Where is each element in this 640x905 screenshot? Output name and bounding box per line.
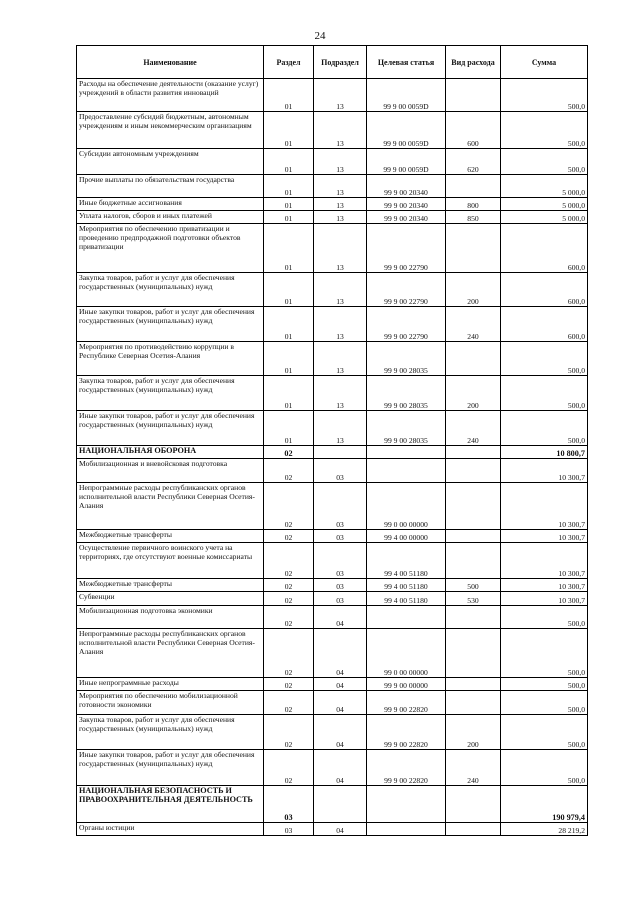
cell-expense-type: [446, 79, 501, 112]
cell-podrazdel: 13: [314, 376, 367, 411]
cell-expense-type: [446, 691, 501, 715]
cell-expense-type: [446, 629, 501, 678]
cell-name: Мобилизационная и вневойсковая подготовка: [77, 459, 264, 483]
cell-podrazdel: 04: [314, 715, 367, 750]
header-name: Наименование: [77, 46, 264, 79]
cell-razdel: 02: [264, 592, 314, 606]
header-target-article: Целевая статья: [367, 46, 446, 79]
cell-expense-type: 530: [446, 592, 501, 606]
table-row: [77, 307, 588, 342]
cell-razdel: 02: [264, 579, 314, 592]
table-row: [77, 149, 588, 175]
cell-razdel: 02: [264, 678, 314, 691]
cell-razdel: 01: [264, 149, 314, 175]
table-row: [77, 606, 588, 629]
cell-target-article: 99 9 00 22790: [367, 273, 446, 307]
cell-name: Закупка товаров, работ и услуг для обеспечения государственных (муниципальных) нужд: [77, 273, 264, 307]
cell-sum: 600,0: [501, 273, 588, 307]
cell-expense-type: 800: [446, 198, 501, 211]
cell-target-article: 99 4 00 51180: [367, 592, 446, 606]
cell-target-article: 99 9 00 20340: [367, 198, 446, 211]
cell-target-article: 99 9 00 28035: [367, 342, 446, 376]
cell-target-article: [367, 446, 446, 459]
cell-razdel: 02: [264, 750, 314, 786]
cell-expense-type: 240: [446, 307, 501, 342]
cell-target-article: 99 0 00 00000: [367, 483, 446, 530]
cell-name: НАЦИОНАЛЬНАЯ БЕЗОПАСНОСТЬ И ПРАВООХРАНИТЕЛЬНАЯ ДЕЯТЕЛЬНОСТЬ: [77, 786, 264, 823]
cell-sum: 500,0: [501, 411, 588, 446]
table-row: [77, 198, 588, 211]
cell-sum: 190 979,4: [501, 786, 588, 823]
header-sum: Сумма: [501, 46, 588, 79]
cell-expense-type: [446, 786, 501, 823]
cell-sum: 500,0: [501, 606, 588, 629]
cell-expense-type: [446, 446, 501, 459]
cell-razdel: 01: [264, 411, 314, 446]
cell-name: Прочие выплаты по обязательствам государства: [77, 175, 264, 198]
cell-target-article: 99 9 00 00000: [367, 678, 446, 691]
cell-name: Иные бюджетные ассигнования: [77, 198, 264, 211]
cell-podrazdel: 04: [314, 629, 367, 678]
cell-expense-type: [446, 543, 501, 579]
cell-expense-type: [446, 459, 501, 483]
cell-target-article: [367, 606, 446, 629]
table-row: [77, 376, 588, 411]
cell-target-article: 99 9 00 20340: [367, 175, 446, 198]
cell-expense-type: 200: [446, 715, 501, 750]
cell-name: НАЦИОНАЛЬНАЯ ОБОРОНА: [77, 446, 264, 459]
cell-expense-type: [446, 342, 501, 376]
cell-sum: 500,0: [501, 376, 588, 411]
cell-razdel: 01: [264, 342, 314, 376]
cell-sum: 10 300,7: [501, 579, 588, 592]
table-row: [77, 211, 588, 224]
cell-podrazdel: [314, 446, 367, 459]
cell-sum: 600,0: [501, 224, 588, 273]
header-podrazdel: Подраздел: [314, 46, 367, 79]
cell-podrazdel: 04: [314, 678, 367, 691]
cell-target-article: 99 9 00 22790: [367, 307, 446, 342]
cell-podrazdel: 13: [314, 198, 367, 211]
table-row: [77, 579, 588, 592]
cell-razdel: 01: [264, 112, 314, 149]
cell-razdel: 02: [264, 629, 314, 678]
cell-target-article: 99 9 00 22820: [367, 750, 446, 786]
cell-name: Мероприятия по обеспечению мобилизационной готовности экономики: [77, 691, 264, 715]
cell-razdel: 02: [264, 446, 314, 459]
cell-razdel: 01: [264, 307, 314, 342]
cell-razdel: 01: [264, 224, 314, 273]
table-row: [77, 543, 588, 579]
table-row: [77, 750, 588, 786]
cell-razdel: 02: [264, 606, 314, 629]
cell-target-article: 99 9 00 0059D: [367, 79, 446, 112]
cell-sum: 500,0: [501, 342, 588, 376]
cell-podrazdel: 03: [314, 483, 367, 530]
table-row: [77, 342, 588, 376]
cell-sum: 5 000,0: [501, 175, 588, 198]
cell-name: Иные закупки товаров, работ и услуг для обеспечения государственных (муниципальных) нужд: [77, 411, 264, 446]
table-row: [77, 823, 588, 836]
cell-expense-type: 240: [446, 411, 501, 446]
cell-sum: 500,0: [501, 691, 588, 715]
table-row: [77, 629, 588, 678]
table-row: [77, 411, 588, 446]
table-row: [77, 592, 588, 606]
cell-podrazdel: 04: [314, 606, 367, 629]
cell-podrazdel: 13: [314, 411, 367, 446]
cell-expense-type: [446, 606, 501, 629]
table-row: [77, 224, 588, 273]
cell-expense-type: [446, 483, 501, 530]
cell-podrazdel: 13: [314, 224, 367, 273]
cell-name: Иные закупки товаров, работ и услуг для обеспечения государственных (муниципальных) нужд: [77, 750, 264, 786]
cell-name: Непрограммные расходы республиканских органов исполнительной власти Республики Северная Осетия-Алания: [77, 483, 264, 530]
table-body: [77, 79, 588, 836]
cell-razdel: 02: [264, 459, 314, 483]
table-row: [77, 715, 588, 750]
cell-name: Осуществление первичного воинского учета на территориях, где отсутствуют военные комиссариаты: [77, 543, 264, 579]
cell-razdel: 02: [264, 483, 314, 530]
cell-razdel: 01: [264, 273, 314, 307]
header-razdel: Раздел: [264, 46, 314, 79]
table-row: [77, 273, 588, 307]
cell-target-article: [367, 786, 446, 823]
cell-sum: 10 300,7: [501, 592, 588, 606]
cell-podrazdel: 13: [314, 211, 367, 224]
header-expense-type: Вид расхода: [446, 46, 501, 79]
cell-razdel: 02: [264, 691, 314, 715]
cell-podrazdel: 04: [314, 823, 367, 836]
cell-razdel: 01: [264, 211, 314, 224]
cell-target-article: 99 9 00 20340: [367, 211, 446, 224]
cell-target-article: [367, 823, 446, 836]
cell-target-article: 99 9 00 28035: [367, 376, 446, 411]
cell-expense-type: 850: [446, 211, 501, 224]
cell-sum: 500,0: [501, 112, 588, 149]
cell-sum: 10 300,7: [501, 483, 588, 530]
cell-target-article: 99 4 00 00000: [367, 530, 446, 543]
cell-name: Мобилизационная подготовка экономики: [77, 606, 264, 629]
cell-name: Субсидии автономным учреждениям: [77, 149, 264, 175]
cell-podrazdel: 13: [314, 273, 367, 307]
cell-target-article: 99 9 00 22820: [367, 715, 446, 750]
cell-name: Мероприятия по противодействию коррупции в Республике Северная Осетия-Алания: [77, 342, 264, 376]
table-row: [77, 786, 588, 823]
cell-name: Иные закупки товаров, работ и услуг для обеспечения государственных (муниципальных) нужд: [77, 307, 264, 342]
cell-razdel: 02: [264, 530, 314, 543]
cell-podrazdel: [314, 786, 367, 823]
cell-podrazdel: 13: [314, 79, 367, 112]
cell-name: Мероприятия по обеспечению приватизации и проведению предпродажной подготовки объектов приватизации: [77, 224, 264, 273]
cell-razdel: 01: [264, 79, 314, 112]
cell-target-article: 99 9 00 22790: [367, 224, 446, 273]
cell-name: Субвенции: [77, 592, 264, 606]
table-row: [77, 175, 588, 198]
cell-razdel: 02: [264, 543, 314, 579]
cell-sum: 5 000,0: [501, 211, 588, 224]
table-row: [77, 446, 588, 459]
cell-podrazdel: 03: [314, 579, 367, 592]
cell-razdel: 03: [264, 823, 314, 836]
table-row: [77, 112, 588, 149]
table-row: [77, 678, 588, 691]
cell-expense-type: [446, 678, 501, 691]
cell-sum: 10 300,7: [501, 530, 588, 543]
cell-expense-type: 620: [446, 149, 501, 175]
cell-podrazdel: 04: [314, 750, 367, 786]
cell-podrazdel: 13: [314, 112, 367, 149]
cell-expense-type: 240: [446, 750, 501, 786]
cell-razdel: 03: [264, 786, 314, 823]
table-row: [77, 79, 588, 112]
cell-name: Закупка товаров, работ и услуг для обеспечения государственных (муниципальных) нужд: [77, 376, 264, 411]
cell-expense-type: [446, 530, 501, 543]
cell-name: Закупка товаров, работ и услуг для обеспечения государственных (муниципальных) нужд: [77, 715, 264, 750]
cell-expense-type: 500: [446, 579, 501, 592]
cell-podrazdel: 03: [314, 543, 367, 579]
table-header-row: [77, 46, 588, 79]
cell-sum: 500,0: [501, 149, 588, 175]
cell-podrazdel: 13: [314, 342, 367, 376]
cell-expense-type: 200: [446, 273, 501, 307]
cell-podrazdel: 03: [314, 592, 367, 606]
table-row: [77, 691, 588, 715]
cell-expense-type: [446, 224, 501, 273]
cell-razdel: 01: [264, 376, 314, 411]
table-row: [77, 459, 588, 483]
cell-razdel: 01: [264, 175, 314, 198]
cell-podrazdel: 13: [314, 175, 367, 198]
cell-razdel: 02: [264, 715, 314, 750]
cell-name: Непрограммные расходы республиканских органов исполнительной власти Республики Северная Осетия-Алания: [77, 629, 264, 678]
cell-target-article: 99 9 00 0059D: [367, 149, 446, 175]
cell-sum: 5 000,0: [501, 198, 588, 211]
cell-expense-type: 200: [446, 376, 501, 411]
cell-sum: 500,0: [501, 715, 588, 750]
cell-name: Органы юстиции: [77, 823, 264, 836]
cell-podrazdel: 04: [314, 691, 367, 715]
cell-expense-type: [446, 823, 501, 836]
cell-podrazdel: 13: [314, 307, 367, 342]
table-row: [77, 483, 588, 530]
cell-name: Межбюджетные трансферты: [77, 530, 264, 543]
cell-sum: 600,0: [501, 307, 588, 342]
cell-target-article: 99 4 00 51180: [367, 579, 446, 592]
cell-sum: 500,0: [501, 79, 588, 112]
cell-podrazdel: 03: [314, 530, 367, 543]
cell-name: Иные непрограммные расходы: [77, 678, 264, 691]
cell-razdel: 01: [264, 198, 314, 211]
cell-target-article: 99 9 00 28035: [367, 411, 446, 446]
cell-sum: 500,0: [501, 629, 588, 678]
cell-target-article: 99 0 00 00000: [367, 629, 446, 678]
cell-name: Уплата налогов, сборов и иных платежей: [77, 211, 264, 224]
cell-sum: 10 300,7: [501, 543, 588, 579]
table-row: [77, 530, 588, 543]
cell-podrazdel: 03: [314, 459, 367, 483]
cell-name: Расходы на обеспечение деятельности (оказание услуг) учреждений в области развития инноваций: [77, 79, 264, 112]
cell-target-article: 99 4 00 51180: [367, 543, 446, 579]
cell-podrazdel: 13: [314, 149, 367, 175]
cell-sum: 28 219,2: [501, 823, 588, 836]
cell-name: Предоставление субсидий бюджетным, автономным учреждениям и иным некоммерческим организациям: [77, 112, 264, 149]
cell-expense-type: [446, 175, 501, 198]
cell-sum: 10 800,7: [501, 446, 588, 459]
budget-table: [76, 45, 588, 836]
cell-sum: 500,0: [501, 678, 588, 691]
cell-target-article: [367, 459, 446, 483]
cell-sum: 500,0: [501, 750, 588, 786]
cell-sum: 10 300,7: [501, 459, 588, 483]
cell-target-article: 99 9 00 0059D: [367, 112, 446, 149]
cell-name: Межбюджетные трансферты: [77, 579, 264, 592]
cell-target-article: 99 9 00 22820: [367, 691, 446, 715]
cell-expense-type: 600: [446, 112, 501, 149]
page-number: 24: [314, 30, 326, 42]
